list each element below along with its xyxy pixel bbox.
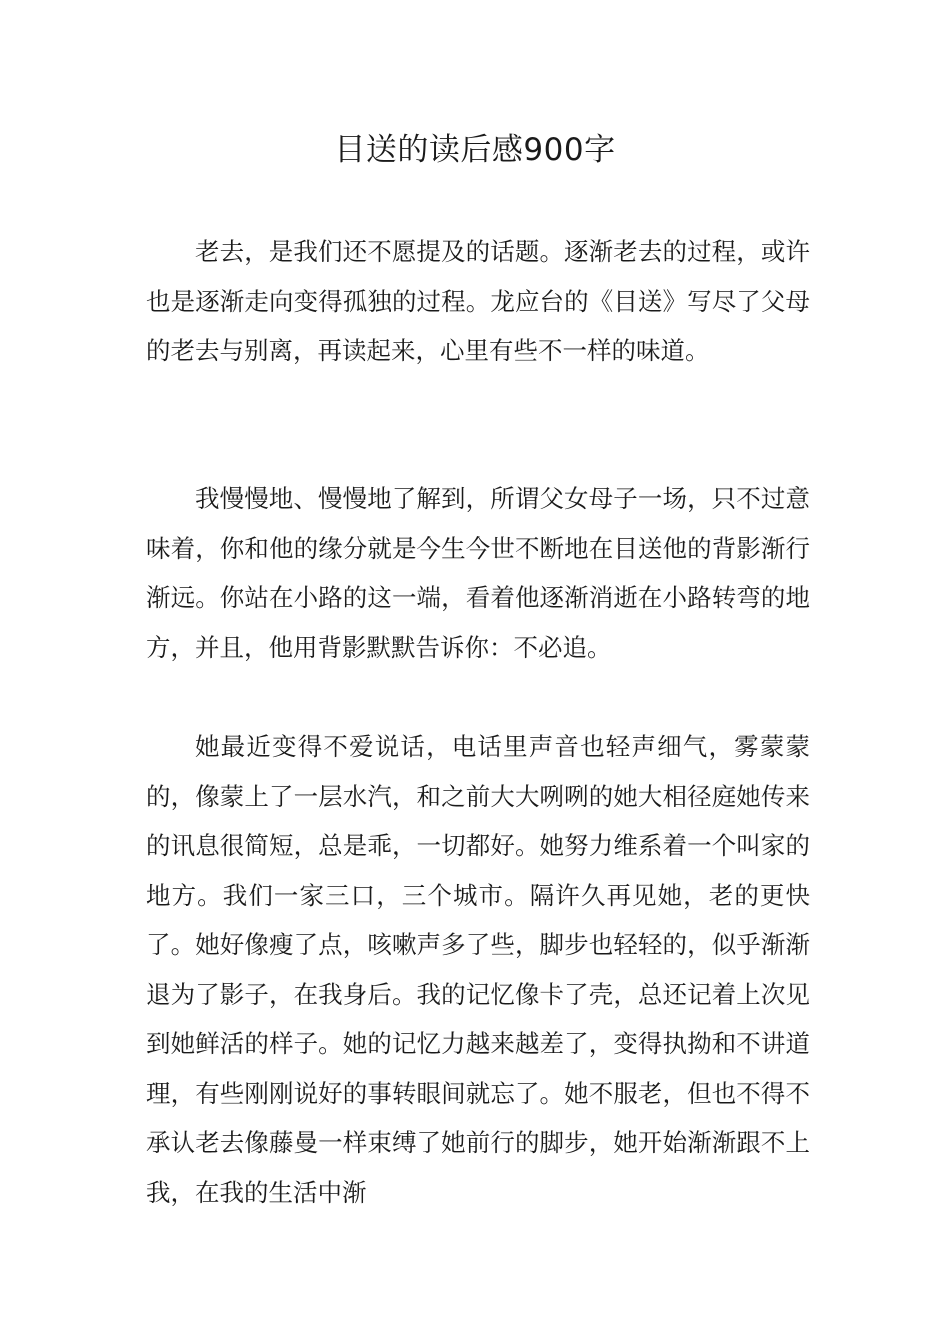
paragraph-1: 老去，是我们还不愿提及的话题。逐渐老去的过程，或许也是逐渐走向变得孤独的过程。龙应台的《目送》写尽了父母的老去与别离，再读起来，心里有些不一样的味道。 [146,237,810,365]
document-title: 目送的读后感900字 [334,132,616,168]
paragraph-3: 她最近变得不爱说话，电话里声音也轻声细气，雾蒙蒙的，像蒙上了一层水汽，和之前大大咧咧的她大相径庭她传来的讯息很简短，总是乖，一切都好。她努力维系着一个叫家的地方。我们一家三口，三个城市。隔许久再见她，老的更快了。她好像瘦了点，咳嗽声多了些，脚步也轻轻的，似乎渐渐退为了影子，在我身后。我的记忆像卡了壳，总还记着上次见到她鲜活的样子。她的记忆力越来越差了，变得执拗和不讲道理，有些刚刚说好的事转眼间就忘了。她不服老，但也不得不承认老去像藤曼一样束缚了她前行的脚步，她开始渐渐跟不上我，在我的生活中渐 [146,732,810,1207]
paragraph-2: 我慢慢地、慢慢地了解到，所谓父女母子一场，只不过意味着，你和他的缘分就是今生今世不断地在目送他的背影渐行渐远。你站在小路的这一端，看着他逐渐消逝在小路转弯的地方，并且，他用背影默默告诉你：不必追。 [146,484,810,662]
